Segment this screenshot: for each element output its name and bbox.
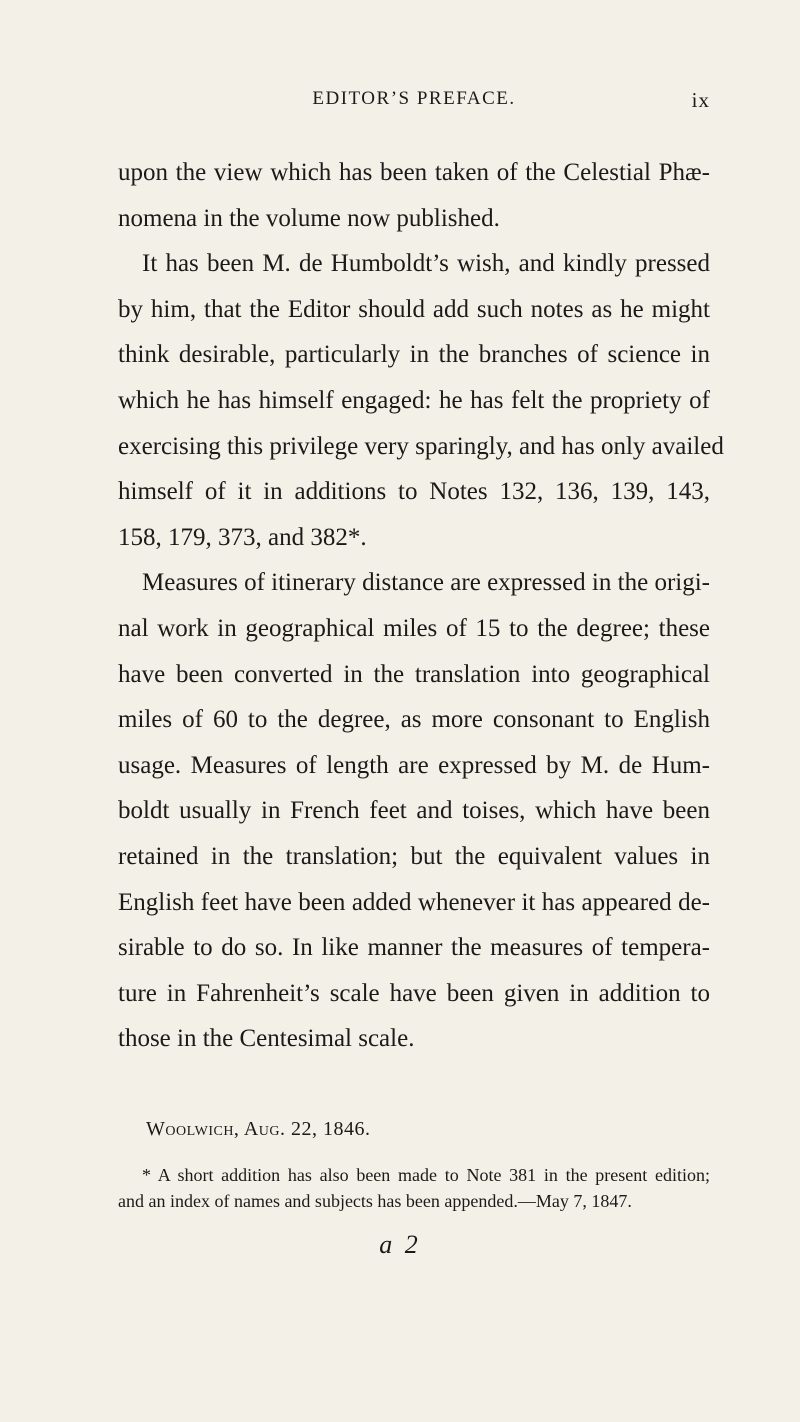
text-line: English feet have been added whenever it has appeared de-	[118, 888, 710, 916]
text-line: 158, 179, 373, and 382*.	[118, 523, 367, 551]
body-text	[118, 150, 724, 1062]
footnote-line: and an index of names and subjects has been appended.—May 7, 1847.	[118, 1191, 632, 1211]
text-line: miles of 60 to the degree, as more consonant to English	[118, 706, 710, 734]
text-line: which he has himself engaged: he has felt the propriety of	[118, 386, 710, 414]
text-line: usage. Measures of length are expressed by M. de Hum-	[118, 751, 710, 779]
text-line: think desirable, particularly in the branches of science in	[118, 341, 710, 369]
text-line: ture in Fahrenheit’s scale have been given in addition to	[118, 979, 710, 1007]
text-line: have been converted in the translation into geographical	[118, 660, 710, 688]
printer-signature-mark: a 2	[379, 1230, 421, 1259]
text-line: It has been M. de Humboldt’s wish, and kindly pressed	[142, 250, 710, 278]
text-line: Measures of itinerary distance are expressed in the origi-	[142, 569, 710, 597]
text-line: boldt usually in French feet and toises, which have been	[118, 797, 710, 825]
text-line: by him, that the Editor should add such notes as he might	[118, 295, 710, 323]
text-line: sirable to do so. In like manner the measures of tempera-	[118, 934, 710, 962]
dateline-signature: Woolwich, Aug. 22, 1846.	[146, 1118, 371, 1140]
text-line: exercising this privilege very sparingly, and has only availed	[118, 432, 724, 460]
text-line: retained in the translation; but the equivalent values in	[118, 842, 710, 870]
text-line: nomena in the volume now published.	[118, 204, 500, 232]
running-head	[118, 88, 710, 118]
text-line: nal work in geographical miles of 15 to the degree; these	[118, 614, 710, 642]
footnote	[118, 1162, 710, 1214]
text-line: those in the Centesimal scale.	[118, 1025, 415, 1053]
footnote-line: * A short addition has also been made to Note 381 in the present edition;	[142, 1165, 710, 1185]
running-title: EDITOR’S PREFACE.	[312, 88, 516, 109]
text-line: himself of it in additions to Notes 132, 136, 139, 143,	[118, 478, 710, 506]
text-line: upon the view which has been taken of the Celestial Phæ-	[118, 159, 710, 186]
page-number: ix	[691, 88, 710, 112]
